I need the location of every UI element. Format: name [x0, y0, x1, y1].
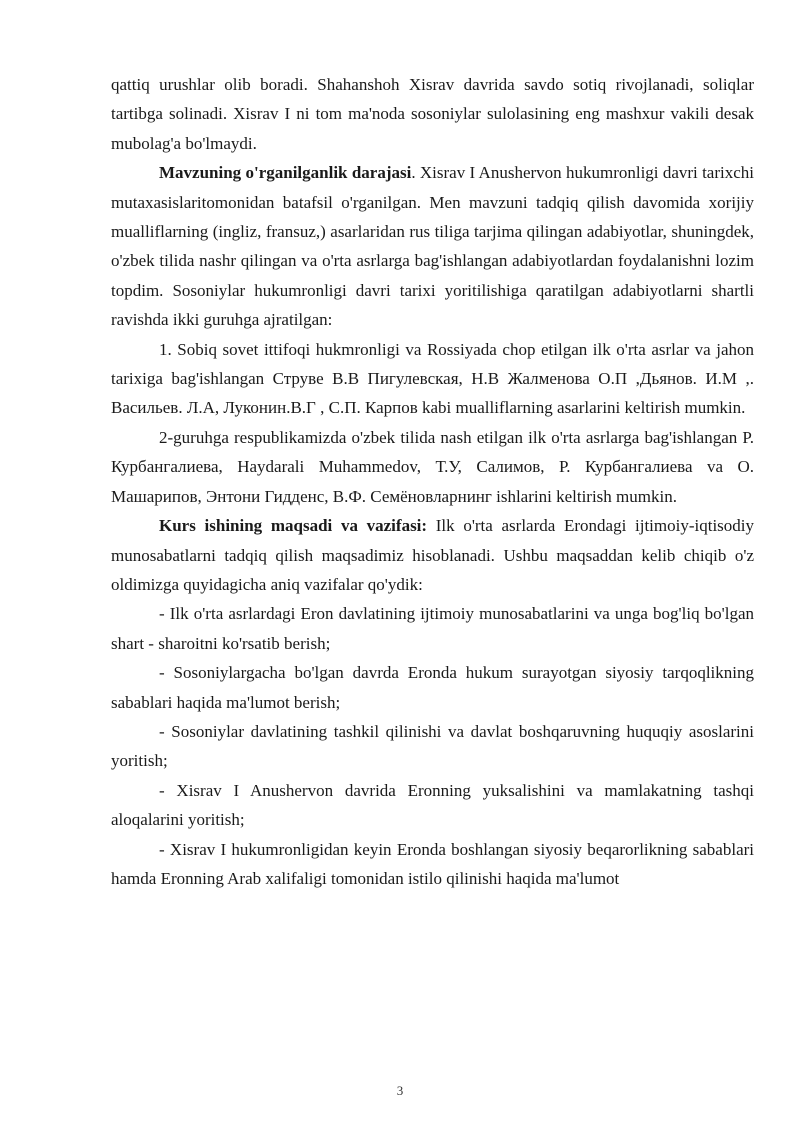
document-body — [111, 70, 754, 893]
paragraph-intro: qattiq urushlar olib boradi. Shahanshoh Xisrav davrida savdo sotiq rivojlanadi, soliqlar tartibga solinadi. Xisrav I ni tom ma'noda sosoniylar sulolasining eng mashxur vakili desak mubolag'a bo'lmaydi. — [111, 75, 754, 153]
heading-goals: Kurs ishining maqsadi va vazifasi: — [159, 516, 428, 536]
task-item-1: - Ilk o'rta asrlardagi Eron davlatining ijtimoiy munosabatlarini va unga bog'liq bo'lgan shart - sharoitni ko'rsatib berish; — [111, 604, 754, 653]
task-item-5: - Xisrav I hukumronligidan keyin Eronda boshlangan siyosiy beqarorlikning sabablari hamda Eronning Arab xalifaligi tomonidan istilo qilinishi haqida ma'lumot — [111, 839, 754, 888]
paragraph-group-2: 2-guruhga respublikamizda o'zbek tilida nash etilgan ilk o'rta asrlarga bag'ishlangan Р. Курбангалиева, Haydarali Muhammedov, Т.У, Салимов, Р. Курбангалиева va О. Машарипов, Энтони Гидденс, В.Ф. Семёновларнинг ishlarini keltirish mumkin. — [111, 427, 754, 506]
paragraph-study-level — [111, 158, 754, 334]
study-level-text: . Xisrav I Anushervon hukumronligi davri tarixchi mutaxasislaritomonidan batafsil o'rganilgan. Men mavzuni tadqiq qilish davomida xorijiy mualliflarning (ingliz, fransuz,) asarlaridan rus tiliga tarjima qilingan adabiyotlar, shuningdek, o'zbek tilida nashr qilingan va o'rta asrlarga bag'ishlangan adabiyotlardan foydalanishni lozim topdim. Sosoniylar hukumronligi davri tarixi yoritilishiga qaratilgan adabiyotlarni shartli ravishda ikki guruhga ajratilgan: — [111, 163, 754, 330]
page-number: 3 — [396, 1083, 404, 1098]
task-item-4: - Xisrav I Anushervon davrida Eronning yuksalishini va mamlakatning tashqi aloqalarini yoritish; — [111, 780, 754, 830]
paragraph-group-1: 1. Sobiq sovet ittifoqi hukmronligi va Rossiyada chop etilgan ilk o'rta asrlar va jahon tarixiga bag'ishlangan Струве В.В Пигулевская, Н.В Жалменова О.П ,Дьянов. И.М ,. Васильев. Л.А, Луконин.В.Г , С.П. Карпов kabi mualliflarning asarlarini keltirish mumkin. — [111, 339, 754, 418]
task-item-3: - Sosoniylar davlatining tashkil qilinishi va davlat boshqaruvning huquqiy asoslarini yoritish; — [111, 721, 754, 771]
heading-study-level: Mavzuning o'rganilganlik darajasi — [159, 163, 412, 183]
paragraph-goals — [111, 511, 754, 599]
goals-text: Ilk o'rta asrlarda Erondagi ijtimoiy-iqtisodiy munosabatlarni tadqiq qilish maqsadimiz hisoblanadi. Ushbu maqsaddan kelib chiqib o'z oldimizga quyidagicha aniq vazifalar qo'ydik: — [111, 516, 755, 594]
task-item-2: - Sosoniylargacha bo'lgan davrda Eronda hukum surayotgan siyosiy tarqoqlikning sabablari haqida ma'lumot berish; — [111, 663, 754, 712]
